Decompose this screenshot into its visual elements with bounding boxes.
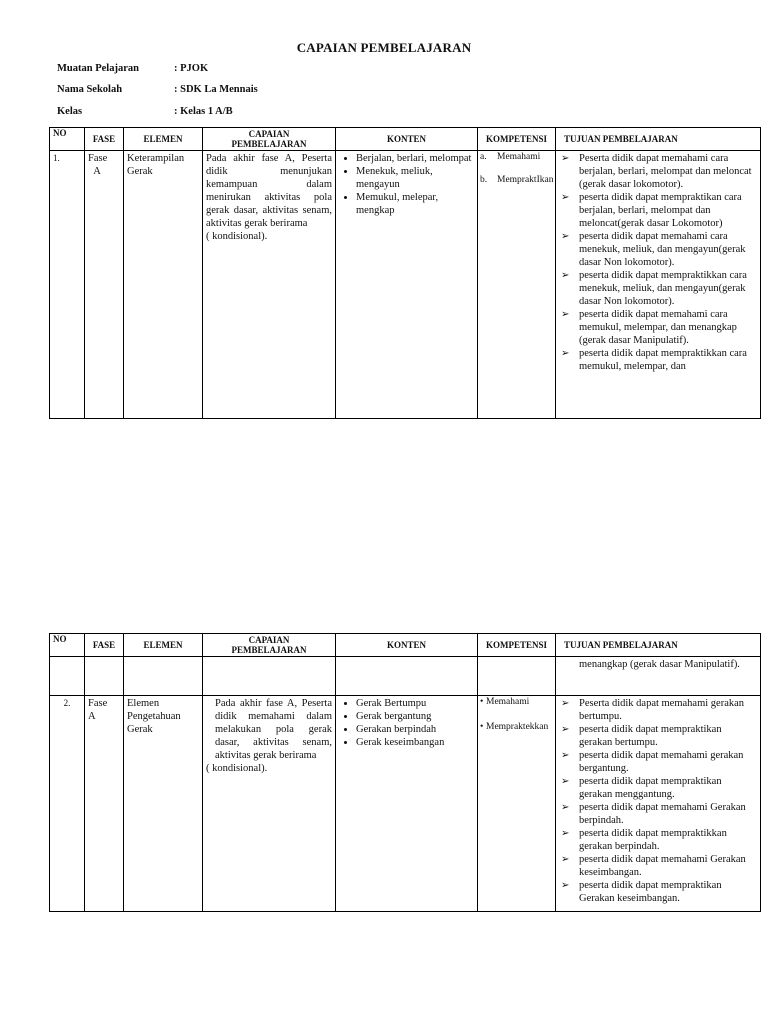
tujuan-text: peserta didik dapat mempraktikkan cara menekuk, meliuk, dan mengayun(gerak dasar Non lokomotor). (579, 270, 747, 307)
table-row (50, 696, 761, 912)
bullet-icon: • (480, 722, 484, 732)
cell-empty (336, 657, 478, 696)
tujuan-list (559, 152, 757, 373)
tujuan-text: peserta didik dapat mempraktikkan gerakan berpindah. (579, 828, 727, 852)
cell-tujuan (556, 696, 761, 912)
list-item (559, 749, 757, 775)
cell-fase (85, 151, 124, 419)
arrow-bullet-icon: ➢ (561, 231, 570, 242)
arrow-bullet-icon: ➢ (561, 854, 570, 865)
cell-empty (203, 657, 336, 696)
header-tujuan: TUJUAN PEMBELAJARAN (556, 634, 761, 657)
cell-kompetensi (478, 696, 556, 912)
page-title: CAPAIAN PEMBELAJARAN (296, 40, 472, 55)
list-item (559, 152, 757, 191)
arrow-bullet-icon: ➢ (561, 270, 570, 281)
kompetensi-text: Memahami (486, 697, 530, 707)
tujuan-continuation: menangkap (gerak dasar Manipulatif). (579, 659, 740, 670)
tujuan-text: peserta didik dapat mempraktikan gerakan bertumpu. (579, 724, 722, 748)
list-item: • Gerak keseimbangan (356, 736, 474, 749)
kompetensi-list (480, 697, 552, 733)
header-capaian-line1: CAPAIAN (248, 635, 290, 645)
list-item (480, 152, 552, 163)
cell-kompetensi (478, 151, 556, 419)
capaian-text: Pada akhir fase A, Peserta didik menunjukan kemampuan dalam menirukan aktivitas pola gerak dasar, aktivitas senam, aktivitas gerak berirama (206, 153, 332, 229)
meta-label: Muatan Pelajaran (57, 63, 139, 74)
meta-value: : PJOK (174, 63, 209, 74)
kompetensi-text: MempraktIkan (497, 175, 554, 185)
header-kompetensi: KOMPETENSI (478, 634, 556, 657)
header-capaian (203, 634, 336, 657)
header-konten: KONTEN (336, 128, 478, 151)
cell-tujuan-continuation (556, 657, 761, 696)
tujuan-text: peserta didik dapat memahami gerakan bergantung. (579, 750, 744, 774)
arrow-bullet-icon: ➢ (561, 192, 570, 203)
tujuan-text: peserta didik dapat memahami Gerakan berpindah. (579, 802, 746, 826)
header-no: NO (50, 128, 85, 151)
konten-list (339, 697, 474, 749)
meta-label: Nama Sekolah (57, 84, 123, 95)
arrow-bullet-icon: ➢ (561, 750, 570, 761)
fase-line1: Fase (88, 698, 108, 709)
list-item (480, 722, 552, 733)
list-item (559, 775, 757, 801)
header-capaian (203, 128, 336, 151)
fase-line2: A (88, 711, 96, 722)
list-item (559, 308, 757, 347)
meta-label: Kelas (57, 106, 83, 117)
tujuan-text: peserta didik dapat memahami cara menekuk, meliuk, dan mengayun(gerak dasar Non lokomotor). (579, 231, 746, 268)
cell-capaian (203, 696, 336, 912)
tujuan-clip (559, 152, 757, 417)
list-item (559, 347, 757, 373)
meta-nama-sekolah (57, 84, 258, 95)
fase-line2: A (93, 166, 101, 177)
cell-capaian (203, 151, 336, 419)
kompetensi-text: Memahami (497, 152, 541, 162)
arrow-bullet-icon: ➢ (561, 698, 570, 709)
tujuan-list (559, 697, 757, 905)
tujuan-text: Peserta didik dapat memahami cara berjalan, berlari, melompat dan meloncat (gerak dasar lokomotor). (579, 153, 752, 190)
list-item (559, 697, 757, 723)
arrow-bullet-icon: ➢ (561, 828, 570, 839)
list-item (559, 723, 757, 749)
kompetensi-list (480, 152, 552, 186)
tujuan-text: peserta didik dapat mempraktikan gerakan menggantung. (579, 776, 722, 800)
capaian-text: Pada akhir fase A, Peserta didik memahami dalam melakukan pola gerak dasar, aktivitas senam, aktivitas gerak berirama (215, 698, 332, 761)
header-fase: FASE (85, 634, 124, 657)
tujuan-text: peserta didik dapat memahami Gerakan keseimbangan. (579, 854, 746, 878)
list-item: • Menekuk, meliuk, mengayun (356, 165, 474, 191)
table-row (50, 657, 761, 696)
table-header-row (50, 128, 761, 151)
arrow-bullet-icon: ➢ (561, 309, 570, 320)
arrow-bullet-icon: ➢ (561, 776, 570, 787)
table-row (50, 151, 761, 419)
tujuan-text: peserta didik dapat memahami cara memukul, melempar, dan menangkap (gerak dasar Manipulatif). (579, 309, 737, 346)
list-item (480, 697, 552, 708)
meta-kelas (57, 106, 233, 117)
table-header-row (50, 634, 761, 657)
list-item (480, 175, 552, 186)
tujuan-text: peserta didik dapat mempraktikan cara berjalan, berlari, melompat dan meloncat(gerak dasar Lokomotor) (579, 192, 742, 229)
list-item (559, 879, 757, 905)
cell-tujuan (556, 151, 761, 419)
list-marker: b. (480, 175, 488, 185)
cell-fase (85, 696, 124, 912)
meta-value: : SDK La Mennais (174, 84, 258, 95)
cell-konten (336, 151, 478, 419)
cell-no: 2. (50, 696, 85, 912)
header-capaian-line2: PEMBELAJARAN (231, 139, 307, 149)
list-item: • Memukul, melepar, mengkap (356, 191, 474, 217)
arrow-bullet-icon: ➢ (561, 802, 570, 813)
list-item (559, 230, 757, 269)
arrow-bullet-icon: ➢ (561, 880, 570, 891)
kompetensi-text: Mempraktekkan (486, 722, 549, 732)
cell-konten (336, 696, 478, 912)
arrow-bullet-icon: ➢ (561, 153, 570, 164)
list-item: • Gerakan berpindah (356, 723, 474, 736)
header-elemen: ELEMEN (124, 128, 203, 151)
capaian-tail: ( kondisional). (206, 763, 268, 774)
bullet-icon: • (480, 697, 484, 707)
cell-empty (85, 657, 124, 696)
list-item: • Berjalan, berlari, melompat (356, 152, 474, 165)
list-item (559, 853, 757, 879)
tujuan-text: peserta didik dapat mempraktikan Gerakan keseimbangan. (579, 880, 722, 904)
tujuan-text: Peserta didik dapat memahami gerakan bertumpu. (579, 698, 745, 722)
header-tujuan: TUJUAN PEMBELAJARAN (556, 128, 761, 151)
cell-elemen: Keterampilan Gerak (124, 151, 203, 419)
capaian-tail: ( kondisional). (206, 231, 268, 242)
list-item (559, 191, 757, 230)
cell-elemen: Elemen Pengetahuan Gerak (124, 696, 203, 912)
header-konten: KONTEN (336, 634, 478, 657)
list-item: • Gerak bergantung (356, 710, 474, 723)
list-item (559, 801, 757, 827)
header-capaian-line1: CAPAIAN (248, 129, 290, 139)
list-item (559, 269, 757, 308)
list-marker: a. (480, 152, 487, 162)
cell-empty (50, 657, 85, 696)
header-fase: FASE (85, 128, 124, 151)
arrow-bullet-icon: ➢ (561, 348, 570, 359)
list-item (559, 827, 757, 853)
capaian-table-2 (49, 633, 761, 912)
tujuan-text: peserta didik dapat mempraktikkan cara memukul, melempar, dan (579, 348, 747, 372)
cell-no: 1. (50, 151, 85, 419)
header-kompetensi: KOMPETENSI (478, 128, 556, 151)
fase-line1: Fase (88, 153, 108, 164)
meta-value: : Kelas 1 A/B (174, 106, 233, 117)
header-no: NO (50, 634, 85, 657)
cell-empty (478, 657, 556, 696)
list-item: • Gerak Bertumpu (356, 697, 474, 710)
capaian-table-1 (49, 127, 761, 419)
arrow-bullet-icon: ➢ (561, 724, 570, 735)
cell-empty (124, 657, 203, 696)
header-elemen: ELEMEN (124, 634, 203, 657)
meta-muatan-pelajaran (57, 63, 208, 74)
konten-list (339, 152, 474, 217)
header-capaian-line2: PEMBELAJARAN (231, 645, 307, 655)
